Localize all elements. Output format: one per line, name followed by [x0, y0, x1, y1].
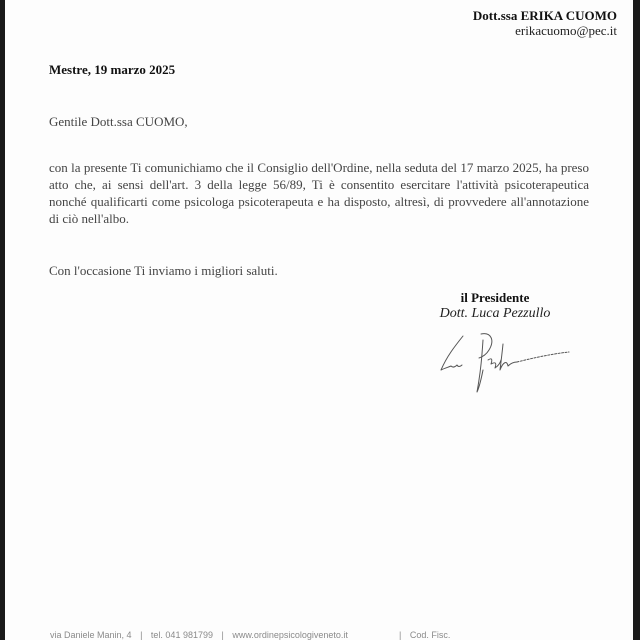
- signer-name: Dott. Luca Pezzullo: [439, 306, 551, 321]
- sender-email: erikacuomo@pec.it: [515, 23, 617, 38]
- footer-website[interactable]: www.ordinepsicologiveneto.it: [232, 630, 348, 640]
- footer-separator: |: [140, 630, 143, 640]
- footer-separator: |: [221, 630, 224, 640]
- date-line: Mestre, 19 marzo 2025: [49, 62, 176, 77]
- signer-title: il Presidente: [460, 290, 530, 305]
- salutation: Gentile Dott.ssa CUOMO,: [49, 114, 188, 129]
- sender-name: Dott.ssa ERIKA CUOMO: [472, 8, 617, 23]
- handwritten-signature-icon: [433, 330, 583, 400]
- footer-fiscal-code-label: Cod. Fisc.: [409, 630, 451, 640]
- footer-contacts: [50, 630, 450, 640]
- letter-page: [5, 0, 633, 640]
- sender-block: [473, 8, 617, 38]
- footer-separator: |: [398, 630, 402, 640]
- footer-address: via Daniele Manin, 4: [50, 630, 132, 640]
- footer-phone: tel. 041 981799: [150, 630, 213, 640]
- closing-line: Con l'occasione Ti inviamo i migliori saluti.: [49, 263, 278, 278]
- signature-block: [405, 290, 585, 322]
- letter-body: con la presente Ti comunichiamo che il Consiglio dell'Ordine, nella seduta del 17 marzo 2025, ha preso atto che, ai sensi dell'art. 3 della legge 56/89, Ti è consentito esercitare l'attività psicoterapeutica nonché qualificarti come psicologa psicoterapeuta e ha disposto, altresì, di provvedere all'annotazione di ciò nell'albo.: [49, 160, 589, 226]
